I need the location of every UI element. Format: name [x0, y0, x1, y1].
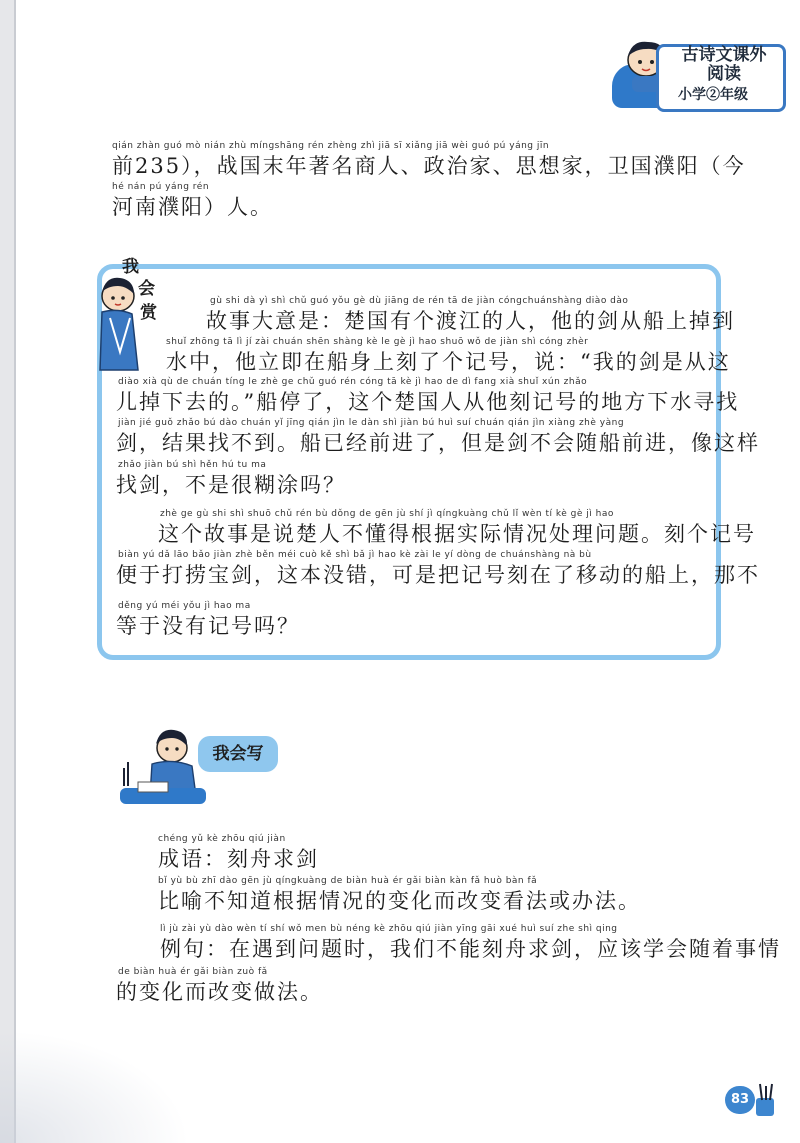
appreciate-label-char: 会 — [138, 279, 155, 299]
appreciate-line: 儿掉下去的。”船停了，这个楚国人从他刻记号的地方下水寻找 — [116, 390, 740, 414]
write-pinyin: chéng yǔ kè zhōu qiú jiàn — [158, 834, 286, 844]
appreciate-line: 找剑，不是很糊涂吗？ — [116, 473, 346, 497]
page-edge — [0, 0, 14, 1143]
intro-pinyin-1: qián zhàn guó mò nián zhù míngshāng rén zhèng zhì jiā sī xiǎng jiā wèi guó pú yáng jīn — [112, 141, 550, 151]
write-section-label: 我会写 — [198, 736, 278, 772]
write-pinyin: lì jù zài yù dào wèn tí shí wǒ men bù néng kè zhōu qiú jiàn yīng gāi xué huì suí zhe shì qing — [160, 924, 618, 934]
appreciate-line: 故事大意是：楚国有个渡江的人，他的剑从船上掉到 — [206, 309, 735, 333]
intro-line-2: 河南濮阳）人。 — [112, 195, 273, 219]
write-line: 的变化而改变做法。 — [116, 980, 323, 1004]
write-line: 成语：刻舟求剑 — [158, 847, 319, 871]
appreciate-line: 等于没有记号吗？ — [116, 614, 300, 638]
appreciate-label-char: 赏 — [140, 303, 157, 323]
page-number: 83 — [725, 1086, 755, 1114]
intro-pinyin-2: hé nán pú yáng rén — [112, 182, 210, 192]
appreciate-label-char: 我 — [122, 257, 139, 277]
writing-scholar-icon — [116, 724, 208, 810]
write-pinyin: de biàn huà ér gǎi biàn zuò fǎ — [118, 967, 268, 977]
appreciate-pinyin: shuǐ zhōng tā lì jí zài chuán shēn shàng kè le gè jì hao shuō wǒ de jiàn shì cóng zhèr — [166, 337, 589, 347]
appreciate-pinyin: zhè ge gù shi shì shuō chǔ rén bù dǒng de gēn jù shí jì qíngkuàng chǔ lǐ wèn tí kè gè jì hao — [160, 509, 614, 519]
appreciate-pinyin: biàn yú dǎ lāo bǎo jiàn zhè běn méi cuò kě shì bǎ jì hao kè zài le yí dòng de chuánshàng nà bù — [118, 550, 592, 560]
appreciate-line: 这个故事是说楚人不懂得根据实际情况处理问题。刻个记号 — [158, 522, 756, 546]
appreciate-line: 便于打捞宝剑，这本没错，可是把记号刻在了移动的船上，那不 — [116, 563, 760, 587]
brush-holder-icon — [752, 1082, 778, 1118]
appreciate-pinyin: gù shi dà yì shì chǔ guó yǒu gè dù jiāng de rén tā de jiàn cóngchuánshàng diào dào — [210, 296, 629, 306]
corner-shadow — [0, 1030, 190, 1143]
series-header — [612, 38, 782, 108]
appreciate-pinyin: zhǎo jiàn bú shì hěn hú tu ma — [118, 460, 267, 470]
write-pinyin: bǐ yù bù zhī dào gēn jù qíngkuàng de biàn huà ér gǎi biàn kàn fǎ huò bàn fǎ — [158, 876, 538, 886]
header-title: 古诗文课外 阅读 — [681, 45, 767, 84]
appreciate-line: 水中，他立即在船身上刻了个记号，说：“我的剑是从这 — [166, 350, 731, 374]
intro-line-1: 前235），战国末年著名商人、政治家、思想家，卫国濮阳（今 — [112, 154, 746, 178]
page-edge-line — [14, 0, 16, 1143]
appreciate-pinyin: diào xià qù de chuán tíng le zhè ge chǔ guó rén cóng tā kè jì hao de dì fang xià shuǐ xún zhǎo — [118, 377, 588, 387]
write-line: 比喻不知道根据情况的变化而改变看法或办法。 — [158, 889, 641, 913]
appreciate-pinyin: děng yú méi yǒu jì hao ma — [118, 601, 251, 611]
header-grade: 小学②年级 — [678, 87, 748, 103]
appreciate-line: 剑，结果找不到。船已经前进了，但是剑不会随船前进，像这样 — [116, 431, 760, 455]
appreciate-pinyin: jiàn jié guǒ zhǎo bú dào chuán yǐ jīng qián jìn le dàn shì jiàn bú huì suí chuán qián jìn xiàng zhè yàng — [118, 418, 625, 428]
write-line: 例句：在遇到问题时，我们不能刻舟求剑，应该学会随着事情 — [160, 937, 781, 961]
